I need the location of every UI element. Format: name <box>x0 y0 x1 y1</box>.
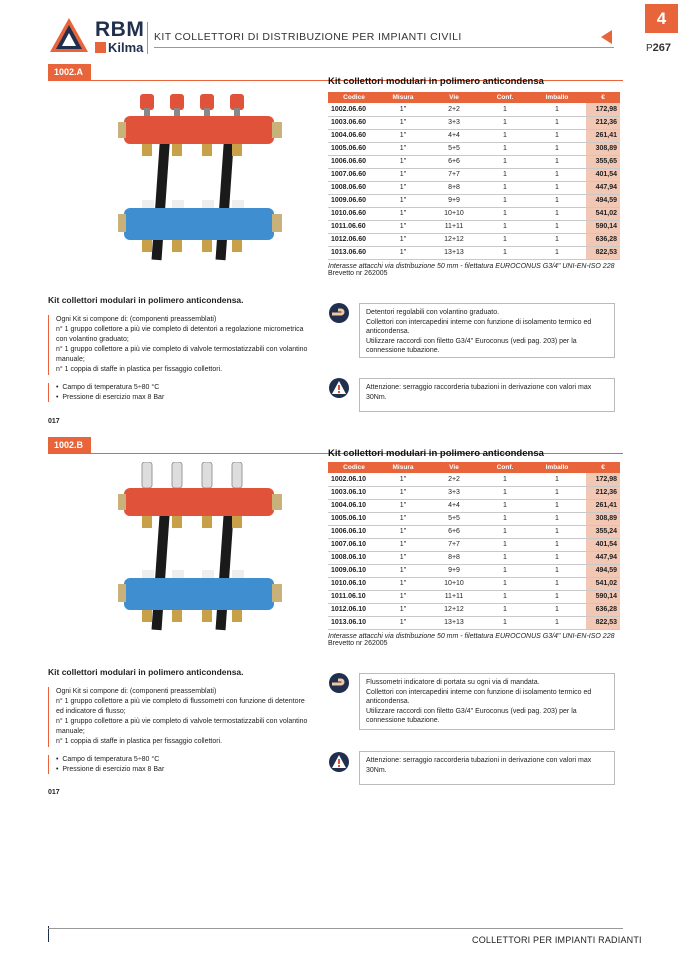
table-cell: 1 <box>482 155 528 168</box>
product-code: 1006.06.60 <box>328 155 380 168</box>
price-cell: 355,65 <box>586 155 620 168</box>
table-row <box>328 129 620 142</box>
table-cell: 2+2 <box>426 473 482 486</box>
table-cell: 1" <box>380 129 426 142</box>
product-code: 1004.06.10 <box>328 499 380 512</box>
table-cell: 1" <box>380 194 426 207</box>
sub-brand: Kilma <box>95 40 143 55</box>
price-cell: 590,14 <box>586 220 620 233</box>
table-row <box>328 116 620 129</box>
table-cell: 3+3 <box>426 486 482 499</box>
table-row <box>328 142 620 155</box>
price-cell: 494,59 <box>586 564 620 577</box>
footer-rule <box>48 928 623 929</box>
manifold-kit-image-a <box>118 92 294 262</box>
header-rule <box>154 47 614 48</box>
table-cell: 1 <box>528 512 586 525</box>
product-code: 1009.06.60 <box>328 194 380 207</box>
table-cell: 6+6 <box>426 155 482 168</box>
table-cell: 1 <box>482 538 528 551</box>
description-title-a: Kit collettori modulari in polimero anticondensa. <box>48 295 244 305</box>
table-cell: 1 <box>482 246 528 259</box>
table-cell: 1" <box>380 155 426 168</box>
table-cell: 1 <box>482 220 528 233</box>
price-cell: 541,02 <box>586 207 620 220</box>
table-cell: 1 <box>482 616 528 629</box>
description-block-b: Ogni Kit si compone di: (componenti preassemblati) n° 1 gruppo collettore a più vie completo di flussometri con funzione di detentore ed indicatore di flusso; n° 1 gruppo collettore a più vie completo di valvole termostatizzabili con volantino manuale; n° 1 coppia di staffe in plastica per fissaggio collettori. <box>48 687 308 747</box>
table-cell: 11+11 <box>426 590 482 603</box>
table-row <box>328 564 620 577</box>
table-cell: 1 <box>528 551 586 564</box>
price-cell: 636,28 <box>586 233 620 246</box>
product-code: 1007.06.10 <box>328 538 380 551</box>
header-divider <box>147 22 148 54</box>
table-cell: 8+8 <box>426 181 482 194</box>
table-cell: 9+9 <box>426 564 482 577</box>
price-cell: 541,02 <box>586 577 620 590</box>
table-cell: 1 <box>482 142 528 155</box>
table-cell: 1 <box>482 486 528 499</box>
table-cell: 1 <box>482 512 528 525</box>
table-cell: 1" <box>380 142 426 155</box>
table-row <box>328 155 620 168</box>
price-cell: 355,24 <box>586 525 620 538</box>
price-cell: 212,36 <box>586 486 620 499</box>
table-title-b: Kit collettori modulari in polimero anticondensa <box>328 448 544 459</box>
table-cell: 1 <box>482 233 528 246</box>
table-cell: 12+12 <box>426 233 482 246</box>
table-cell: 1" <box>380 220 426 233</box>
warning-icon <box>328 377 350 399</box>
price-cell: 447,94 <box>586 181 620 194</box>
info-hand-icon <box>328 302 350 324</box>
table-cell: 1 <box>528 564 586 577</box>
col-header: € <box>586 92 620 103</box>
table-cell: 12+12 <box>426 603 482 616</box>
table-cell: 1 <box>528 486 586 499</box>
table-row <box>328 525 620 538</box>
table-cell: 8+8 <box>426 551 482 564</box>
table-cell: 5+5 <box>426 142 482 155</box>
price-cell: 822,53 <box>586 616 620 629</box>
table-row <box>328 512 620 525</box>
table-cell: 1 <box>528 246 586 259</box>
table-cell: 1 <box>482 473 528 486</box>
col-header: € <box>586 462 620 473</box>
table-cell: 1 <box>528 590 586 603</box>
table-row <box>328 220 620 233</box>
table-cell: 1 <box>528 616 586 629</box>
spec-list-a: • Campo di temperatura 5÷80 °C • Pressione di esercizio max 8 Bar <box>48 383 248 402</box>
table-note-a: Interasse attacchi via distribuzione 50 mm - filettatura EUROCONUS G3/4" UNI-EN-ISO 228 Brevetto nr 262005 <box>328 263 615 277</box>
product-code: 1002.06.60 <box>328 103 380 116</box>
table-cell: 5+5 <box>426 512 482 525</box>
product-code: 1005.06.60 <box>328 142 380 155</box>
spec-list-b: • Campo di temperatura 5÷80 °C • Pressione di esercizio max 8 Bar <box>48 755 248 774</box>
table-row <box>328 207 620 220</box>
table-cell: 2+2 <box>426 103 482 116</box>
brand-name: RBM <box>95 18 145 41</box>
price-cell: 172,98 <box>586 103 620 116</box>
table-row <box>328 577 620 590</box>
warning-icon <box>328 751 350 773</box>
table-cell: 1 <box>528 525 586 538</box>
section-tag-b: 1002.B <box>48 437 91 453</box>
table-cell: 1 <box>528 220 586 233</box>
table-cell: 1 <box>528 142 586 155</box>
product-code: 1010.06.10 <box>328 577 380 590</box>
col-header: Misura <box>380 92 426 103</box>
table-cell: 1 <box>482 499 528 512</box>
table-cell: 6+6 <box>426 525 482 538</box>
table-cell: 1 <box>482 590 528 603</box>
section-tag-a: 1002.A <box>48 64 91 80</box>
table-cell: 1" <box>380 499 426 512</box>
price-cell: 636,28 <box>586 603 620 616</box>
table-cell: 1" <box>380 590 426 603</box>
page-code-b: 017 <box>48 789 60 796</box>
table-row <box>328 499 620 512</box>
product-code: 1003.06.60 <box>328 116 380 129</box>
price-cell: 172,98 <box>586 473 620 486</box>
page-number: P267 <box>646 42 672 54</box>
product-code: 1008.06.10 <box>328 551 380 564</box>
col-header: Vie <box>426 92 482 103</box>
table-cell: 1 <box>528 538 586 551</box>
price-cell: 447,94 <box>586 551 620 564</box>
table-cell: 1 <box>482 103 528 116</box>
price-cell: 494,59 <box>586 194 620 207</box>
table-cell: 1 <box>482 129 528 142</box>
table-cell: 1 <box>482 181 528 194</box>
table-cell: 1" <box>380 512 426 525</box>
table-cell: 1 <box>528 473 586 486</box>
table-row <box>328 473 620 486</box>
table-cell: 1" <box>380 207 426 220</box>
price-cell: 308,89 <box>586 512 620 525</box>
price-table-b <box>328 462 620 630</box>
product-code: 1007.06.60 <box>328 168 380 181</box>
product-code: 1011.06.10 <box>328 590 380 603</box>
product-code: 1010.06.60 <box>328 207 380 220</box>
table-cell: 1 <box>528 577 586 590</box>
table-row <box>328 194 620 207</box>
table-cell: 1 <box>528 207 586 220</box>
col-header: Vie <box>426 462 482 473</box>
table-cell: 3+3 <box>426 116 482 129</box>
table-cell: 1 <box>528 233 586 246</box>
table-title-a: Kit collettori modulari in polimero anticondensa <box>328 76 544 87</box>
table-cell: 1 <box>482 207 528 220</box>
table-cell: 4+4 <box>426 499 482 512</box>
table-cell: 1 <box>528 103 586 116</box>
product-code: 1009.06.10 <box>328 564 380 577</box>
warning-box-a: Attenzione: serraggio raccorderia tubazioni in derivazione con valori max 30Nm. <box>359 378 615 412</box>
table-cell: 1" <box>380 103 426 116</box>
product-code: 1012.06.10 <box>328 603 380 616</box>
price-cell: 261,41 <box>586 129 620 142</box>
table-cell: 1" <box>380 233 426 246</box>
table-cell: 7+7 <box>426 168 482 181</box>
rbm-logo-icon <box>49 17 89 53</box>
table-cell: 1 <box>528 129 586 142</box>
table-cell: 1 <box>528 181 586 194</box>
table-cell: 1" <box>380 603 426 616</box>
table-cell: 10+10 <box>426 207 482 220</box>
table-cell: 13+13 <box>426 616 482 629</box>
table-cell: 1 <box>482 116 528 129</box>
table-cell: 1 <box>528 168 586 181</box>
price-cell: 308,89 <box>586 142 620 155</box>
table-cell: 13+13 <box>426 246 482 259</box>
warning-box-b: Attenzione: serraggio raccorderia tubazioni in derivazione con valori max 30Nm. <box>359 751 615 785</box>
footer-title: COLLETTORI PER IMPIANTI RADIANTI <box>472 935 642 945</box>
table-row <box>328 590 620 603</box>
price-cell: 261,41 <box>586 499 620 512</box>
table-cell: 11+11 <box>426 220 482 233</box>
table-cell: 1" <box>380 564 426 577</box>
product-code: 1008.06.60 <box>328 181 380 194</box>
manifold-kit-image-b <box>118 462 294 632</box>
price-cell: 401,54 <box>586 538 620 551</box>
price-cell: 212,36 <box>586 116 620 129</box>
table-row <box>328 246 620 259</box>
table-cell: 1 <box>482 577 528 590</box>
page-code-a: 017 <box>48 418 60 425</box>
table-cell: 1 <box>482 194 528 207</box>
table-row <box>328 538 620 551</box>
table-row <box>328 233 620 246</box>
table-cell: 1" <box>380 525 426 538</box>
price-table-a <box>328 92 620 260</box>
product-code: 1005.06.10 <box>328 512 380 525</box>
table-row <box>328 181 620 194</box>
table-cell: 1 <box>482 168 528 181</box>
table-cell: 1" <box>380 538 426 551</box>
price-cell: 822,53 <box>586 246 620 259</box>
table-note-b: Interasse attacchi via distribuzione 50 mm - filettatura EUROCONUS G3/4" UNI-EN-ISO 228 Brevetto nr 262005 <box>328 633 615 647</box>
page-title: KIT COLLETTORI DI DISTRIBUZIONE PER IMPIANTI CIVILI <box>154 31 462 43</box>
info-box-a: Detentori regolabili con volantino graduato. Collettori con intercapedini interne con funzione di isolamento termico ed anticondensa. Utilizzare raccordi con filetto G3/4" Euroconus (vedi pag. 203) per la connessione tubazione. <box>359 303 615 358</box>
table-row <box>328 103 620 116</box>
table-cell: 9+9 <box>426 194 482 207</box>
table-row <box>328 616 620 629</box>
table-cell: 1 <box>528 155 586 168</box>
col-header: Imballo <box>528 92 586 103</box>
table-row <box>328 551 620 564</box>
table-cell: 1" <box>380 551 426 564</box>
product-code: 1012.06.60 <box>328 233 380 246</box>
col-header: Imballo <box>528 462 586 473</box>
description-block-a: Ogni Kit si compone di: (componenti preassemblati) n° 1 gruppo collettore a più vie completo di detentori a regolazione micrometrica con volantino graduato; n° 1 gruppo collettore a più vie completo di valvole termostatizzabili con volantino manuale; n° 1 coppia di staffe in plastica per fissaggio collettori. <box>48 315 308 375</box>
description-title-b: Kit collettori modulari in polimero anticondensa. <box>48 667 244 677</box>
price-cell: 401,54 <box>586 168 620 181</box>
product-code: 1013.06.10 <box>328 616 380 629</box>
chapter-badge: 4 <box>645 4 678 33</box>
table-cell: 1 <box>528 603 586 616</box>
arrow-left-icon <box>601 30 612 44</box>
col-header: Conf. <box>482 92 528 103</box>
table-cell: 1 <box>482 564 528 577</box>
price-cell: 590,14 <box>586 590 620 603</box>
table-cell: 10+10 <box>426 577 482 590</box>
table-cell: 1 <box>528 116 586 129</box>
col-header: Misura <box>380 462 426 473</box>
table-row <box>328 486 620 499</box>
product-code: 1004.06.60 <box>328 129 380 142</box>
table-cell: 1 <box>528 194 586 207</box>
col-header: Codice <box>328 462 380 473</box>
table-cell: 1 <box>482 603 528 616</box>
table-cell: 1" <box>380 486 426 499</box>
table-cell: 7+7 <box>426 538 482 551</box>
product-code: 1011.06.60 <box>328 220 380 233</box>
table-cell: 1" <box>380 473 426 486</box>
table-cell: 1" <box>380 577 426 590</box>
table-cell: 1 <box>528 499 586 512</box>
info-hand-icon <box>328 672 350 694</box>
table-row <box>328 603 620 616</box>
product-code: 1002.06.10 <box>328 473 380 486</box>
product-code: 1006.06.10 <box>328 525 380 538</box>
table-cell: 1" <box>380 116 426 129</box>
table-cell: 1" <box>380 168 426 181</box>
col-header: Conf. <box>482 462 528 473</box>
table-cell: 1" <box>380 246 426 259</box>
table-row <box>328 168 620 181</box>
table-cell: 1 <box>482 551 528 564</box>
table-cell: 4+4 <box>426 129 482 142</box>
product-code: 1013.06.60 <box>328 246 380 259</box>
table-cell: 1" <box>380 616 426 629</box>
info-box-b: Flussometri indicatore di portata su ogni via di mandata. Collettori con intercapedini interne con funzione di isolamento termico ed anticondensa. Utilizzare raccordi con filetto G3/4" Euroconus (vedi pag. 203) per la connessione tubazione. <box>359 673 615 730</box>
table-cell: 1 <box>482 525 528 538</box>
product-code: 1003.06.10 <box>328 486 380 499</box>
table-cell: 1" <box>380 181 426 194</box>
col-header: Codice <box>328 92 380 103</box>
